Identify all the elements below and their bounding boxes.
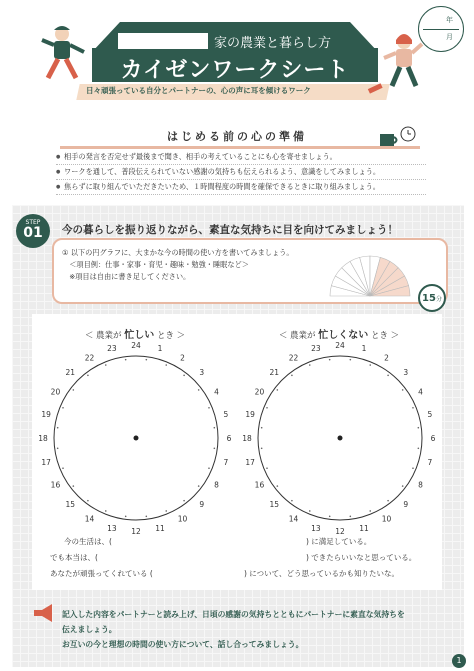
clock-hour-label: 16: [254, 480, 265, 490]
time-badge-minutes: 15: [422, 293, 436, 304]
clock-hour-label: 9: [403, 499, 409, 509]
time-badge: [418, 284, 446, 312]
notbusy-label-em: 忙しくない: [318, 330, 369, 341]
clock-tick: [412, 467, 414, 469]
clock-tick: [418, 427, 420, 429]
clock-hour-label: 21: [269, 368, 280, 378]
clock-hour-label: 13: [311, 523, 321, 533]
clock-hour-label: 9: [199, 499, 205, 509]
clock-hour-label: 7: [427, 458, 433, 468]
notbusy-label-pre: ＜ 農業が: [278, 331, 319, 341]
clock-tick: [87, 500, 89, 502]
fill-line-3-left: あなたが頑張ってくれている (: [50, 569, 153, 578]
clock-tick: [165, 364, 167, 366]
family-name-field[interactable]: [118, 33, 208, 49]
clock-hour-label: 7: [223, 458, 229, 468]
instruction-line: ※項目は自由に書き足してください。: [62, 272, 191, 281]
clock-tick: [412, 407, 414, 409]
clock-hour-label: 24: [335, 341, 345, 350]
man-figure-icon: [34, 22, 94, 84]
house-title: [118, 30, 358, 52]
busy-label-em: 忙しい: [124, 330, 155, 341]
clock-tick: [329, 516, 331, 518]
tagline: 日々頑張っている自分とパートナーの、心の声に耳を傾けるワーク: [86, 86, 311, 95]
clock-hour-label: 17: [245, 458, 255, 468]
clock-tick: [87, 375, 89, 377]
clock-tick: [105, 510, 107, 512]
step-heading: 今の暮らしを振り返りながら、素直な気持ちに目を向けてみましょう！: [62, 224, 398, 236]
clock-hour-label: 22: [288, 353, 299, 363]
clock-hour-label: 22: [84, 353, 95, 363]
fill-line-3-right: ) について、どう思っているかも知りたいな。: [244, 569, 400, 578]
clock-tick: [57, 427, 59, 429]
clock-tick: [105, 364, 107, 366]
clock-center-dot: [134, 436, 139, 441]
busy-label-pre: ＜ 農業が: [84, 331, 125, 341]
clock-hour-label: 1: [361, 344, 367, 354]
clock-hour-label: 20: [50, 387, 61, 397]
clock-tick: [208, 467, 210, 469]
clock-center-dot: [338, 436, 343, 441]
closing-text: [62, 607, 442, 652]
clock-tick: [73, 485, 75, 487]
clock-hour-label: 8: [418, 480, 423, 490]
clock-tick: [198, 389, 200, 391]
clock-tick: [350, 359, 352, 361]
page-number: 1: [452, 654, 466, 668]
clock-hour-label: 1: [157, 344, 163, 354]
clock-hour-label: 10: [177, 514, 188, 524]
closing-line: 記入した内容をパートナーと読み上げ、日頃の感謝の気持ちとともにパートナーに素直な気持ちを: [62, 610, 405, 619]
clock-tick: [214, 448, 216, 450]
clock-hour-label: 23: [311, 344, 321, 354]
clock-tick: [261, 427, 263, 429]
clock-hour-label: 4: [214, 387, 219, 397]
clock-tick: [73, 389, 75, 391]
prep-title: はじめる前の心の準備: [167, 130, 307, 143]
clock-hour-label: 18: [242, 434, 252, 443]
clock-tick: [208, 407, 210, 409]
prep-item: ● 焦らずに取り組んでいただきたいため、１時間程度の時間を確保できるときに取り組みましょう。: [56, 180, 426, 195]
clock-hour-label: 8: [214, 480, 219, 490]
date-divider: [423, 29, 459, 30]
notbusy-label-post: とき ＞: [368, 331, 400, 341]
clock-hour-label: 12: [131, 527, 141, 536]
clock-hour-label: 4: [418, 387, 423, 397]
clock-hour-label: 3: [199, 368, 205, 378]
prep-item: ● 相手の発言を否定せず最後まで聞き、相手の考えていることにも心を寄せましょう。: [56, 150, 426, 165]
clock-hour-label: 5: [223, 409, 229, 419]
clock-tick: [369, 510, 371, 512]
clock-tick: [369, 364, 371, 366]
year-label: 年: [446, 16, 453, 24]
busy-label-post: とき ＞: [154, 331, 186, 341]
clock-tick: [146, 359, 148, 361]
clock-tick: [350, 516, 352, 518]
month-label: 月: [446, 33, 453, 41]
prep-list: [56, 150, 426, 195]
clock-hour-label: 14: [84, 514, 95, 524]
clock-tick: [261, 448, 263, 450]
clock-hour-label: 3: [403, 368, 409, 378]
clock-hour-label: 13: [107, 523, 117, 533]
clock-tick: [309, 364, 311, 366]
clock-tick: [402, 389, 404, 391]
clock-hour-label: 11: [155, 523, 165, 533]
clock-tick: [62, 467, 64, 469]
clock-hour-label: 6: [226, 434, 232, 443]
clock-tick: [183, 375, 185, 377]
clock-tick: [418, 448, 420, 450]
worksheet-title: カイゼンワークシート: [120, 58, 350, 83]
clock-tick: [291, 375, 293, 377]
megaphone-icon: [32, 602, 54, 624]
clock-hour-label: 6: [430, 434, 436, 443]
clock-tick: [309, 510, 311, 512]
clock-tick: [266, 407, 268, 409]
clock-hour-label: 10: [381, 514, 392, 524]
instruction-line: ① 以下の円グラフに、大まかな今の時間の使い方を書いてみましょう。: [62, 248, 294, 257]
prep-divider: [60, 146, 420, 149]
clock-tick: [125, 359, 127, 361]
clock-hour-label: 2: [384, 353, 389, 363]
sample-chart-icon: [318, 240, 422, 298]
clock-tick: [387, 500, 389, 502]
clock-tick: [146, 516, 148, 518]
fill-line-2-left: でも本当は、(: [50, 553, 98, 562]
clock-hour-label: 12: [335, 527, 345, 536]
clock-tick: [277, 389, 279, 391]
clock-tick: [183, 500, 185, 502]
clock-tick: [277, 485, 279, 487]
date-badge: [418, 6, 464, 52]
time-badge-unit: 分: [435, 296, 442, 303]
house-suffix: 家の農業と暮らし方: [214, 35, 332, 51]
clock-tick: [125, 516, 127, 518]
clock-hour-label: 14: [288, 514, 299, 524]
clock-hour-label: 23: [107, 344, 117, 354]
clock-hour-label: 11: [359, 523, 369, 533]
clock-tick: [329, 359, 331, 361]
clock-tick: [57, 448, 59, 450]
fill-line-1-left: 今の生活は、(: [64, 537, 112, 546]
clock-tick: [214, 427, 216, 429]
clock-hour-label: 16: [50, 480, 61, 490]
clock-tick: [266, 467, 268, 469]
closing-line: 伝えましょう。: [62, 625, 117, 634]
clock-tick: [291, 500, 293, 502]
clock-hour-label: 15: [269, 499, 280, 509]
fill-line-1-right: ) に満足している。: [306, 537, 372, 546]
clock-hour-label: 18: [38, 434, 48, 443]
clock-hour-label: 24: [131, 341, 141, 350]
clock-tick: [165, 510, 167, 512]
clock-tick: [62, 407, 64, 409]
clock-hour-label: 15: [65, 499, 76, 509]
fill-line-2-right: ) できたらいいなと思っている。: [306, 553, 417, 562]
clock-tick: [387, 375, 389, 377]
clock-tick: [402, 485, 404, 487]
instruction-line: ＜項目例：仕事・家事・育児・趣味・勉強・睡眠など＞: [62, 260, 249, 269]
time-clocks: [32, 338, 442, 538]
clock-hour-label: 20: [254, 387, 265, 397]
closing-line: お互いの今と理想の時間の使い方について、話し合ってみましょう。: [62, 640, 304, 649]
instruction-text: [62, 247, 322, 283]
clock-hour-label: 17: [41, 458, 51, 468]
step-badge: [16, 214, 50, 248]
clock-hour-label: 19: [41, 409, 51, 419]
clock-hour-label: 19: [245, 409, 255, 419]
clock-hour-label: 5: [427, 409, 433, 419]
clock-hour-label: 2: [180, 353, 185, 363]
step-badge-label: STEP: [25, 219, 41, 226]
step-badge-number: 01: [23, 225, 43, 241]
clock-hour-label: 21: [65, 368, 76, 378]
clock-tick: [198, 485, 200, 487]
prep-item: ● ワークを通して、普段伝えられていない感謝の気持ちも伝えられるよう、意識をしてみましょう。: [56, 165, 426, 180]
